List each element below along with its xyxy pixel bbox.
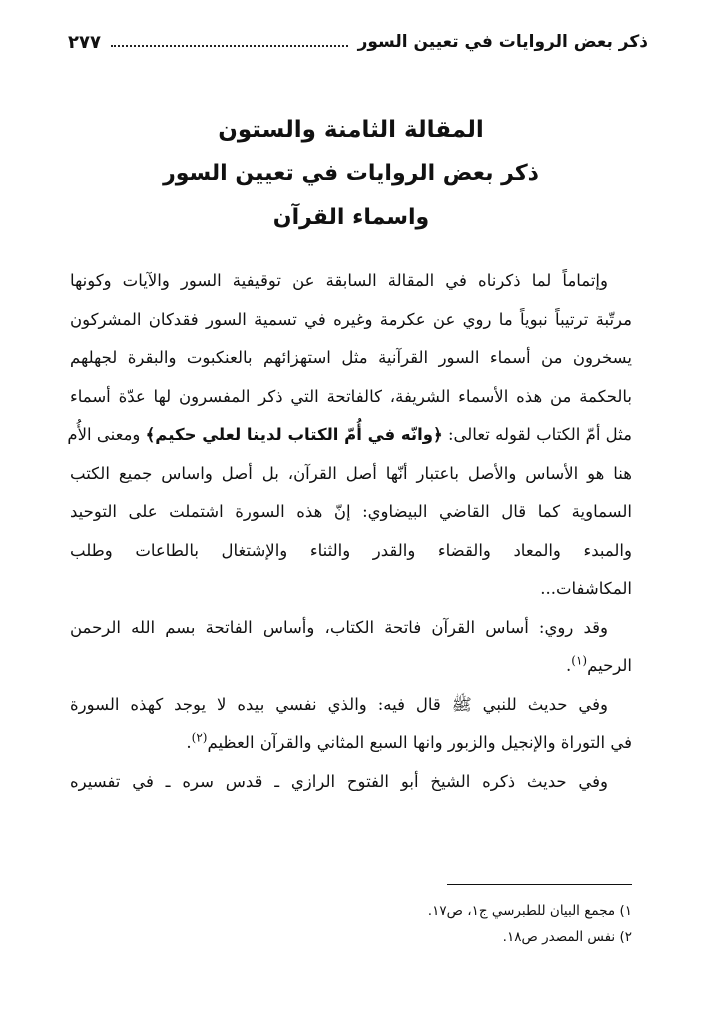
chapter-title: المقالة الثامنة والستون — [218, 117, 484, 143]
leader-dots — [111, 45, 348, 47]
text-line: يسخرون من أسماء السور القرآنية مثل استهزائهم بالعنكبوت والبقرة لجهلهم — [70, 348, 632, 367]
footnote-item: ١) مجمع البيان للطبرسي ج١، ص١٧. — [427, 903, 632, 919]
text-segment: . — [186, 733, 192, 752]
footnote-ref: (١) — [571, 653, 588, 668]
running-header — [68, 28, 648, 56]
text-line — [67, 416, 632, 455]
text-line — [70, 647, 632, 686]
quran-quote: ﴿وانّه في أُمّ الكتاب لدينا لعلي حكيم﴾ — [145, 425, 443, 444]
text-segment: . — [566, 656, 572, 675]
chapter-subtitle: ذكر بعض الروايات في تعيين السور — [163, 161, 539, 186]
footnote-item: ٢) نفس المصدر ص١٨. — [502, 929, 632, 945]
text-line: السماوية كما قال القاضي البيضاوي: إنّ هذه السورة اشتملت على التوحيد — [70, 502, 632, 521]
chapter-subtitle-2: واسماء القرآن — [272, 205, 430, 230]
running-title: ذكر بعض الروايات في تعيين السور — [357, 32, 648, 52]
text-line: هنا هو الأساس والأصل باعتبار أنّها أصل القرآن، بل أصل واساس جميع الكتب — [70, 463, 632, 483]
text-segment: ومعنى الأُم — [67, 425, 141, 444]
text-segment: مثل أمّ الكتاب لقوله تعالى: — [447, 425, 632, 444]
text-line: بالحكمة من هذه الأسماء الشريفة، كالفاتحة التي ذكر المفسرون لها عدّة أسماء — [70, 386, 632, 406]
text-line: المكاشفات... — [540, 579, 632, 598]
text-line: وقد روي: أساس القرآن فاتحة الكتاب، وأساس الفاتحة بسم الله الرحمن — [70, 617, 608, 637]
main-text — [67, 262, 632, 801]
footnotes — [232, 898, 632, 950]
text-line — [70, 724, 632, 763]
text-line: مرتّبة ترتيباً نبوياً ما روي عن عكرمة وغيره في تسمية السور فقدكان المشركون — [70, 309, 632, 329]
text-line: وفي حديث للنبي ﷺ قال فيه: والذي نفسي بيده لا يوجد كهذه السورة — [70, 694, 608, 714]
text-line: وإتماماً لما ذكرناه في المقالة السابقة عن توقيفية السور والآيات وكونها — [70, 271, 608, 290]
text-segment: الرحيم — [587, 656, 632, 675]
footnote-ref: (٢) — [191, 730, 208, 745]
text-line: والمبدء والمعاد والقضاء والقدر والثناء والإشتغال بالطاعات وطلب — [70, 540, 632, 560]
text-line: وفي حديث ذكره الشيخ أبو الفتوح الرازي ـ قدس سره ـ في تفسيره — [70, 771, 608, 791]
page-number: ٢٧٧ — [68, 31, 101, 53]
chapter-heading — [60, 108, 642, 240]
text-segment: في التوراة والإنجيل والزبور وانها السبع المثاني والقرآن العظيم — [207, 733, 632, 752]
footnote-divider — [447, 884, 632, 885]
